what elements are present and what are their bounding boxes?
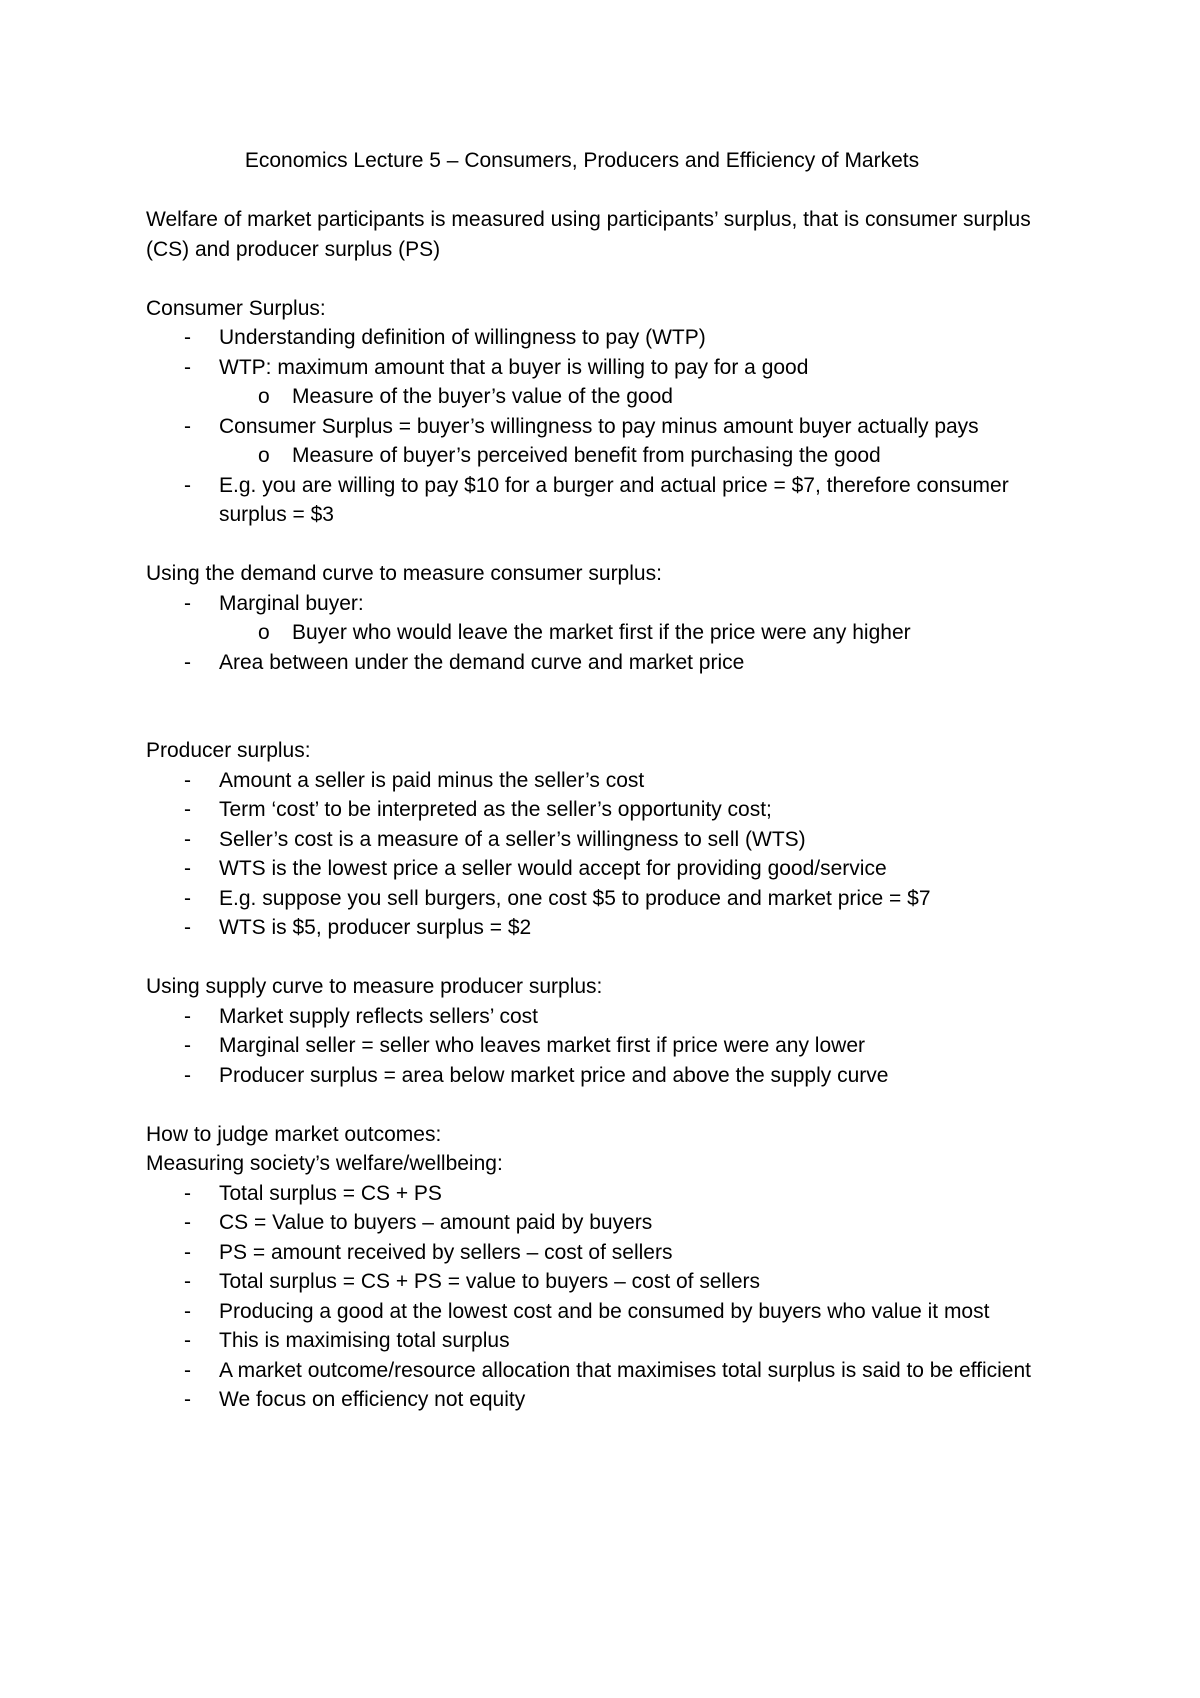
- list-item: - PS = amount received by sellers – cost of sellers: [146, 1238, 1066, 1268]
- list-item: - WTS is the lowest price a seller would accept for providing good/service: [146, 854, 1066, 884]
- producer-surplus-section: [146, 736, 1066, 943]
- list-item: - This is maximising total surplus: [146, 1326, 1066, 1356]
- market-outcomes-section: [146, 1120, 1066, 1415]
- list-item: - Producing a good at the lowest cost and be consumed by buyers who value it most: [146, 1297, 1066, 1327]
- section-heading: Using the demand curve to measure consumer surplus:: [146, 562, 662, 585]
- list-item: - Term ‘cost’ to be interpreted as the seller’s opportunity cost;: [146, 795, 1066, 825]
- list-item: - Market supply reflects sellers’ cost: [146, 1002, 1066, 1032]
- sub-list-item: o Measure of buyer’s perceived benefit from purchasing the good: [146, 441, 1066, 471]
- section-heading: Consumer Surplus:: [146, 296, 326, 320]
- section-heading: Producer surplus:: [146, 739, 311, 762]
- list-item: - WTP: maximum amount that a buyer is willing to pay for a good: [146, 353, 1066, 383]
- list-item: - Amount a seller is paid minus the seller’s cost: [146, 766, 1066, 796]
- bullet-list: [146, 766, 1066, 943]
- bullet-list: [146, 323, 1066, 530]
- list-item: - Producer surplus = area below market price and above the supply curve: [146, 1061, 1066, 1091]
- sub-list-item: o Measure of the buyer’s value of the good: [146, 382, 1066, 412]
- list-item: - CS = Value to buyers – amount paid by buyers: [146, 1208, 1066, 1238]
- sub-list-item: o Buyer who would leave the market first if the price were any higher: [146, 618, 1066, 648]
- list-item: - Area between under the demand curve and market price: [146, 648, 1066, 678]
- list-item: - WTS is $5, producer surplus = $2: [146, 913, 1066, 943]
- list-item: - E.g. suppose you sell burgers, one cost $5 to produce and market price = $7: [146, 884, 1066, 914]
- list-item: - Understanding definition of willingness to pay (WTP): [146, 323, 1066, 353]
- supply-curve-section: [146, 972, 1066, 1090]
- list-item: - E.g. you are willing to pay $10 for a burger and actual price = $7, therefore consumer surplus = $3: [146, 471, 1066, 530]
- list-item: - A market outcome/resource allocation that maximises total surplus is said to be efficient: [146, 1356, 1066, 1386]
- document-body: [146, 146, 1066, 1415]
- list-item: - We focus on efficiency not equity: [146, 1385, 1066, 1415]
- bullet-list: [146, 1179, 1066, 1415]
- bullet-list: [146, 589, 1066, 678]
- page-title: Economics Lecture 5 – Consumers, Producers and Efficiency of Markets: [244, 149, 920, 172]
- consumer-surplus-section: [146, 294, 1066, 530]
- list-item: - Marginal buyer:: [146, 589, 1066, 619]
- list-item: - Consumer Surplus = buyer’s willingness to pay minus amount buyer actually pays: [146, 412, 1066, 442]
- list-item: - Total surplus = CS + PS: [146, 1179, 1066, 1209]
- section-heading: Using supply curve to measure producer surplus:: [146, 975, 603, 998]
- bullet-list: [146, 1002, 1066, 1091]
- intro-paragraph: Welfare of market participants is measured using participants’ surplus, that is consumer surplus (CS) and producer surplus (PS): [146, 208, 1031, 261]
- list-item: - Seller’s cost is a measure of a seller’s willingness to sell (WTS): [146, 825, 1066, 855]
- list-item: - Marginal seller = seller who leaves market first if price were any lower: [146, 1031, 1066, 1061]
- list-item: - Total surplus = CS + PS = value to buyers – cost of sellers: [146, 1267, 1066, 1297]
- section-subheading: Measuring society’s welfare/wellbeing:: [146, 1152, 503, 1175]
- demand-curve-section: [146, 559, 1066, 677]
- section-heading: How to judge market outcomes:: [146, 1122, 442, 1146]
